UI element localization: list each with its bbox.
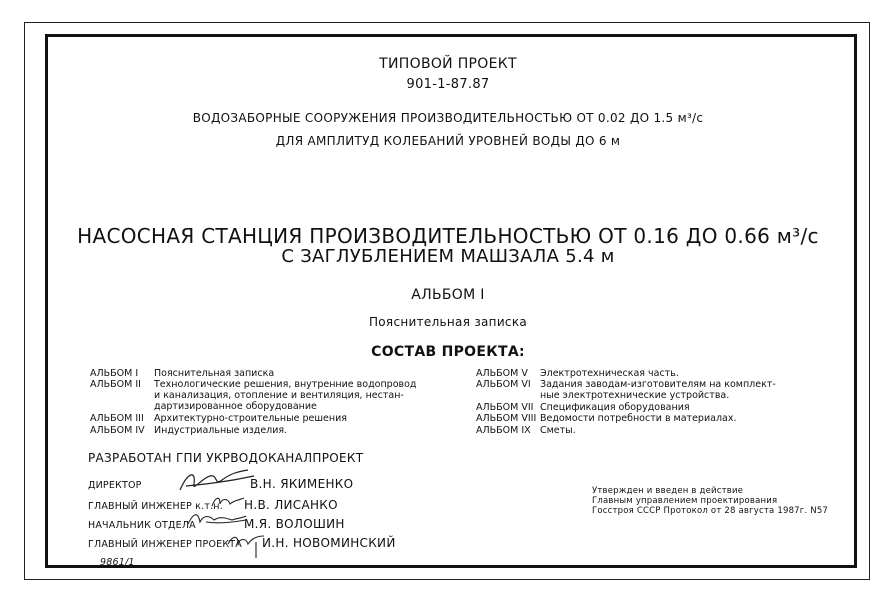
inventory-number: 9861/1 xyxy=(100,557,135,568)
signature-director xyxy=(176,466,258,496)
album-subtitle: Пояснительная записка xyxy=(368,315,528,329)
album-description: Задания заводам-изготовителям на комплект- ные электротехнические устройства. xyxy=(540,379,776,401)
composition-right-item xyxy=(476,368,679,379)
album-number: АЛЬБОМ IV xyxy=(90,425,145,436)
album-description: Пояснительная записка xyxy=(154,368,275,379)
staff-name: М.Я. ВОЛОШИН xyxy=(244,517,345,531)
composition-right-item xyxy=(476,402,690,413)
album-number: АЛЬБОМ VIII xyxy=(476,413,537,424)
album-description: Архитектурно-строительные решения xyxy=(154,413,347,424)
staff-name: В.Н. ЯКИМЕНКО xyxy=(250,477,354,491)
composition-left-item xyxy=(90,368,274,379)
composition-left-item xyxy=(90,413,347,424)
signature-chief-engineer xyxy=(210,494,246,510)
album-description: Технологические решения, внутренние водопровод и канализация, отопление и вентиляция, нестан- дартизированное оборудование xyxy=(154,379,417,412)
staff-name: Н.В. ЛИСАНКО xyxy=(244,498,338,512)
staff-role: ГЛАВНЫЙ ИНЖЕНЕР к.т.н. xyxy=(88,501,223,512)
signature-department-head xyxy=(186,510,248,528)
album-label: АЛЬБОМ I xyxy=(411,287,485,303)
developer-heading: РАЗРАБОТАН ГПИ УКРВОДОКАНАЛПРОЕКТ xyxy=(88,451,364,465)
album-description: Ведомости потребности в материалах. xyxy=(540,413,737,424)
approval-line3: Госстроя СССР Протокол от 28 августа 1987г. N57 xyxy=(592,506,829,516)
project-description-line1: ВОДОЗАБОРНЫЕ СООРУЖЕНИЯ ПРОИЗВОДИТЕЛЬНОСТЬЮ ОТ 0.02 ДО 1.5 м³/с xyxy=(192,111,704,125)
composition-left-item xyxy=(90,379,416,412)
album-number: АЛЬБОМ VI xyxy=(476,379,531,390)
album-number: АЛЬБОМ I xyxy=(90,368,139,379)
album-number: АЛЬБОМ V xyxy=(476,368,528,379)
composition-right-item xyxy=(476,413,737,424)
staff-role: НАЧАЛЬНИК ОТДЕЛА xyxy=(88,520,196,531)
album-number: АЛЬБОМ II xyxy=(90,379,141,390)
main-title-line2: С ЗАГЛУБЛЕНИЕМ МАШЗАЛА 5.4 м xyxy=(281,246,615,267)
composition-right-item xyxy=(476,379,776,401)
album-number: АЛЬБОМ VII xyxy=(476,402,534,413)
composition-right-item xyxy=(476,425,576,436)
project-type-title: ТИПОВОЙ ПРОЕКТ xyxy=(379,56,517,72)
composition-heading: СОСТАВ ПРОЕКТА: xyxy=(371,344,525,360)
staff-role: ГЛАВНЫЙ ИНЖЕНЕР ПРОЕКТА xyxy=(88,539,242,550)
project-description-line2: ДЛЯ АМПЛИТУД КОЛЕБАНИЙ УРОВНЕЙ ВОДЫ ДО 6 м xyxy=(275,134,621,148)
album-number: АЛЬБОМ III xyxy=(90,413,144,424)
signature-project-engineer xyxy=(226,528,266,560)
album-description: Спецификация оборудования xyxy=(540,402,690,413)
project-number: 901-1-87.87 xyxy=(406,77,490,92)
album-description: Электротехническая часть. xyxy=(540,368,679,379)
approval-line2: Главным управлением проектирования xyxy=(592,496,778,506)
album-description: Индустриальные изделия. xyxy=(154,425,288,436)
composition-left-item xyxy=(90,425,287,436)
album-description: Сметы. xyxy=(540,425,576,436)
staff-role: ДИРЕКТОР xyxy=(88,480,142,491)
main-title-line1: НАСОСНАЯ СТАНЦИЯ ПРОИЗВОДИТЕЛЬНОСТЬЮ ОТ 0.16 ДО 0.66 м³/с xyxy=(77,224,819,248)
approval-line1: Утвержден и введен в действие xyxy=(592,486,744,496)
album-number: АЛЬБОМ IX xyxy=(476,425,531,436)
staff-name: И.Н. НОВОМИНСКИЙ xyxy=(262,536,396,550)
